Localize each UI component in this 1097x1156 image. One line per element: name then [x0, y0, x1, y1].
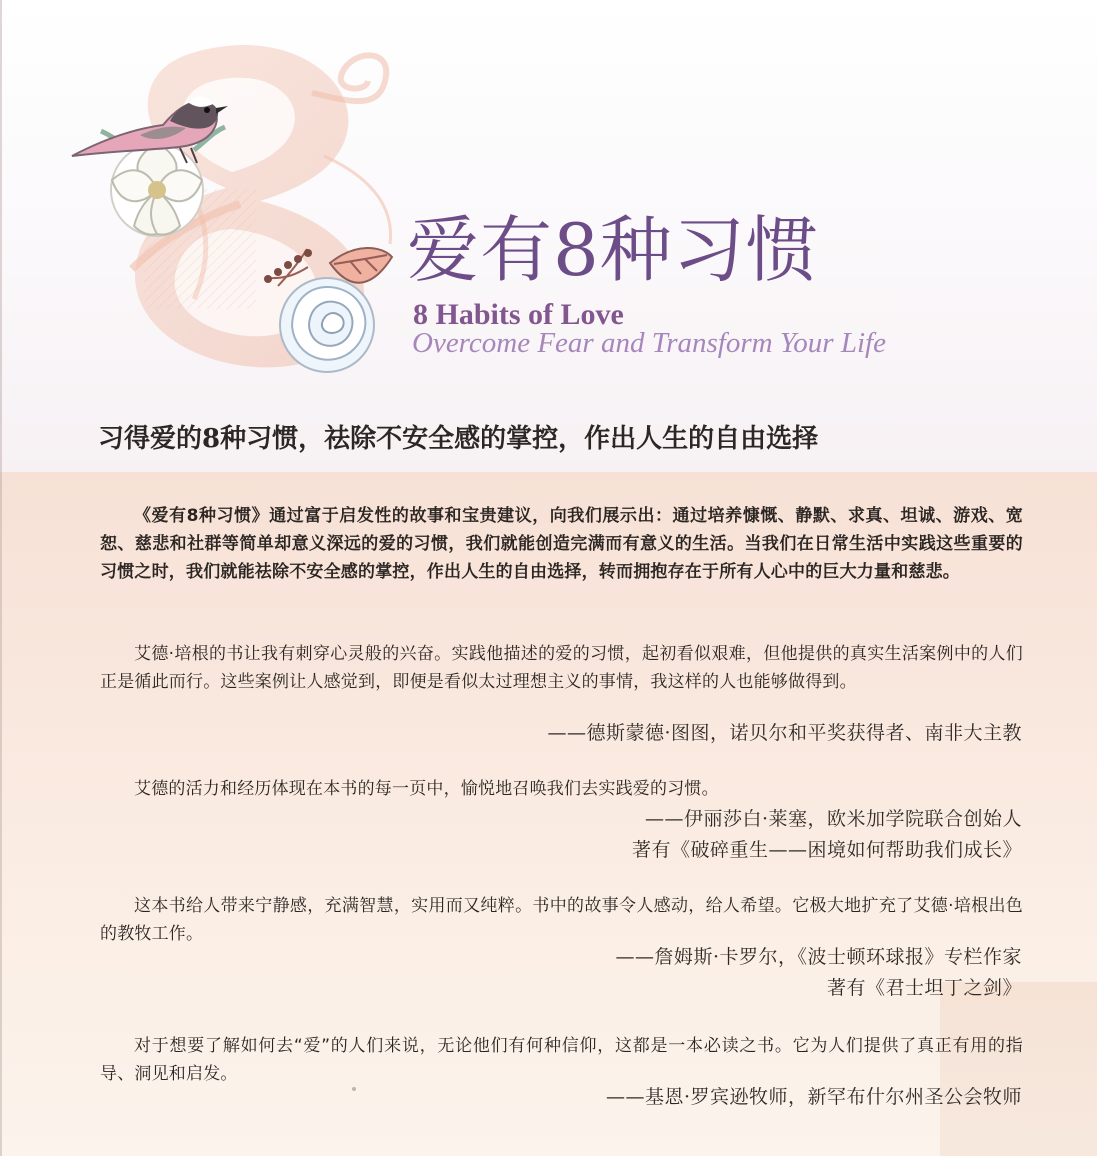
book-title-english: 8 Habits of Love	[413, 298, 624, 331]
book-subtitle-english: Overcome Fear and Transform Your Life	[412, 327, 886, 359]
review-attribution-4: ——基恩·罗宾逊牧师，新罕布什尔州圣公会牧师	[605, 1086, 1022, 1108]
page-scan-edge	[0, 0, 2, 1156]
book-introduction: 《爱有8种习惯》通过富于启发性的故事和宝贵建议，向我们展示出：通过培养慷慨、静默、求真、坦诚、游戏、宽恕、慈悲和社群等简单却意义深远的爱的习惯，我们就能创造完满而有意义的生活。当我们在日常生活中实践这些重要的习惯之时，我们就能祛除不安全感的掌控，作出人生的自由选择，转而拥抱存在于所有人心中的巨大力量和慈悲。	[100, 506, 1023, 582]
scan-dot	[352, 1087, 356, 1091]
review-quote-3: 这本书给人带来宁静感，充满智慧，实用而又纯粹。书中的故事令人感动，给人希望。它极大地扩充了艾德·培根出色的教牧工作。	[100, 896, 1023, 944]
book-title-chinese: 爱有8种习惯	[407, 208, 819, 292]
review-quote-4: 对于想要了解如何去“爱”的人们来说，无论他们有何种信仰，这都是一本必读之书。它为人们提供了真正有用的指导、洞见和启发。	[100, 1036, 1023, 1084]
review-book-3: 著有《君士坦丁之剑》	[826, 977, 1022, 999]
book-tagline: 习得爱的8种习惯，祛除不安全感的掌控，作出人生的自由选择	[98, 424, 819, 454]
review-quote-1: 艾德·培根的书让我有刺穿心灵般的兴奋。实践他描述的爱的习惯，起初看似艰难，但他提供的真实生活案例中的人们正是循此而行。这些案例让人感觉到，即便是看似太过理想主义的事情，我这样的人也能够做得到。	[100, 644, 1023, 692]
review-attribution-3: ——詹姆斯·卡罗尔，《波士顿环球报》专栏作家	[615, 946, 1022, 968]
review-attribution-1: ——德斯蒙德·图图，诺贝尔和平奖获得者、南非大主教	[547, 722, 1022, 744]
review-attribution-2: ——伊丽莎白·莱塞，欧米加学院联合创始人	[644, 808, 1022, 830]
review-quote-2: 艾德的活力和经历体现在本书的每一页中，愉悦地召唤我们去实践爱的习惯。	[134, 779, 719, 799]
review-book-2: 著有《破碎重生——困境如何帮助我们成长》	[631, 839, 1022, 861]
